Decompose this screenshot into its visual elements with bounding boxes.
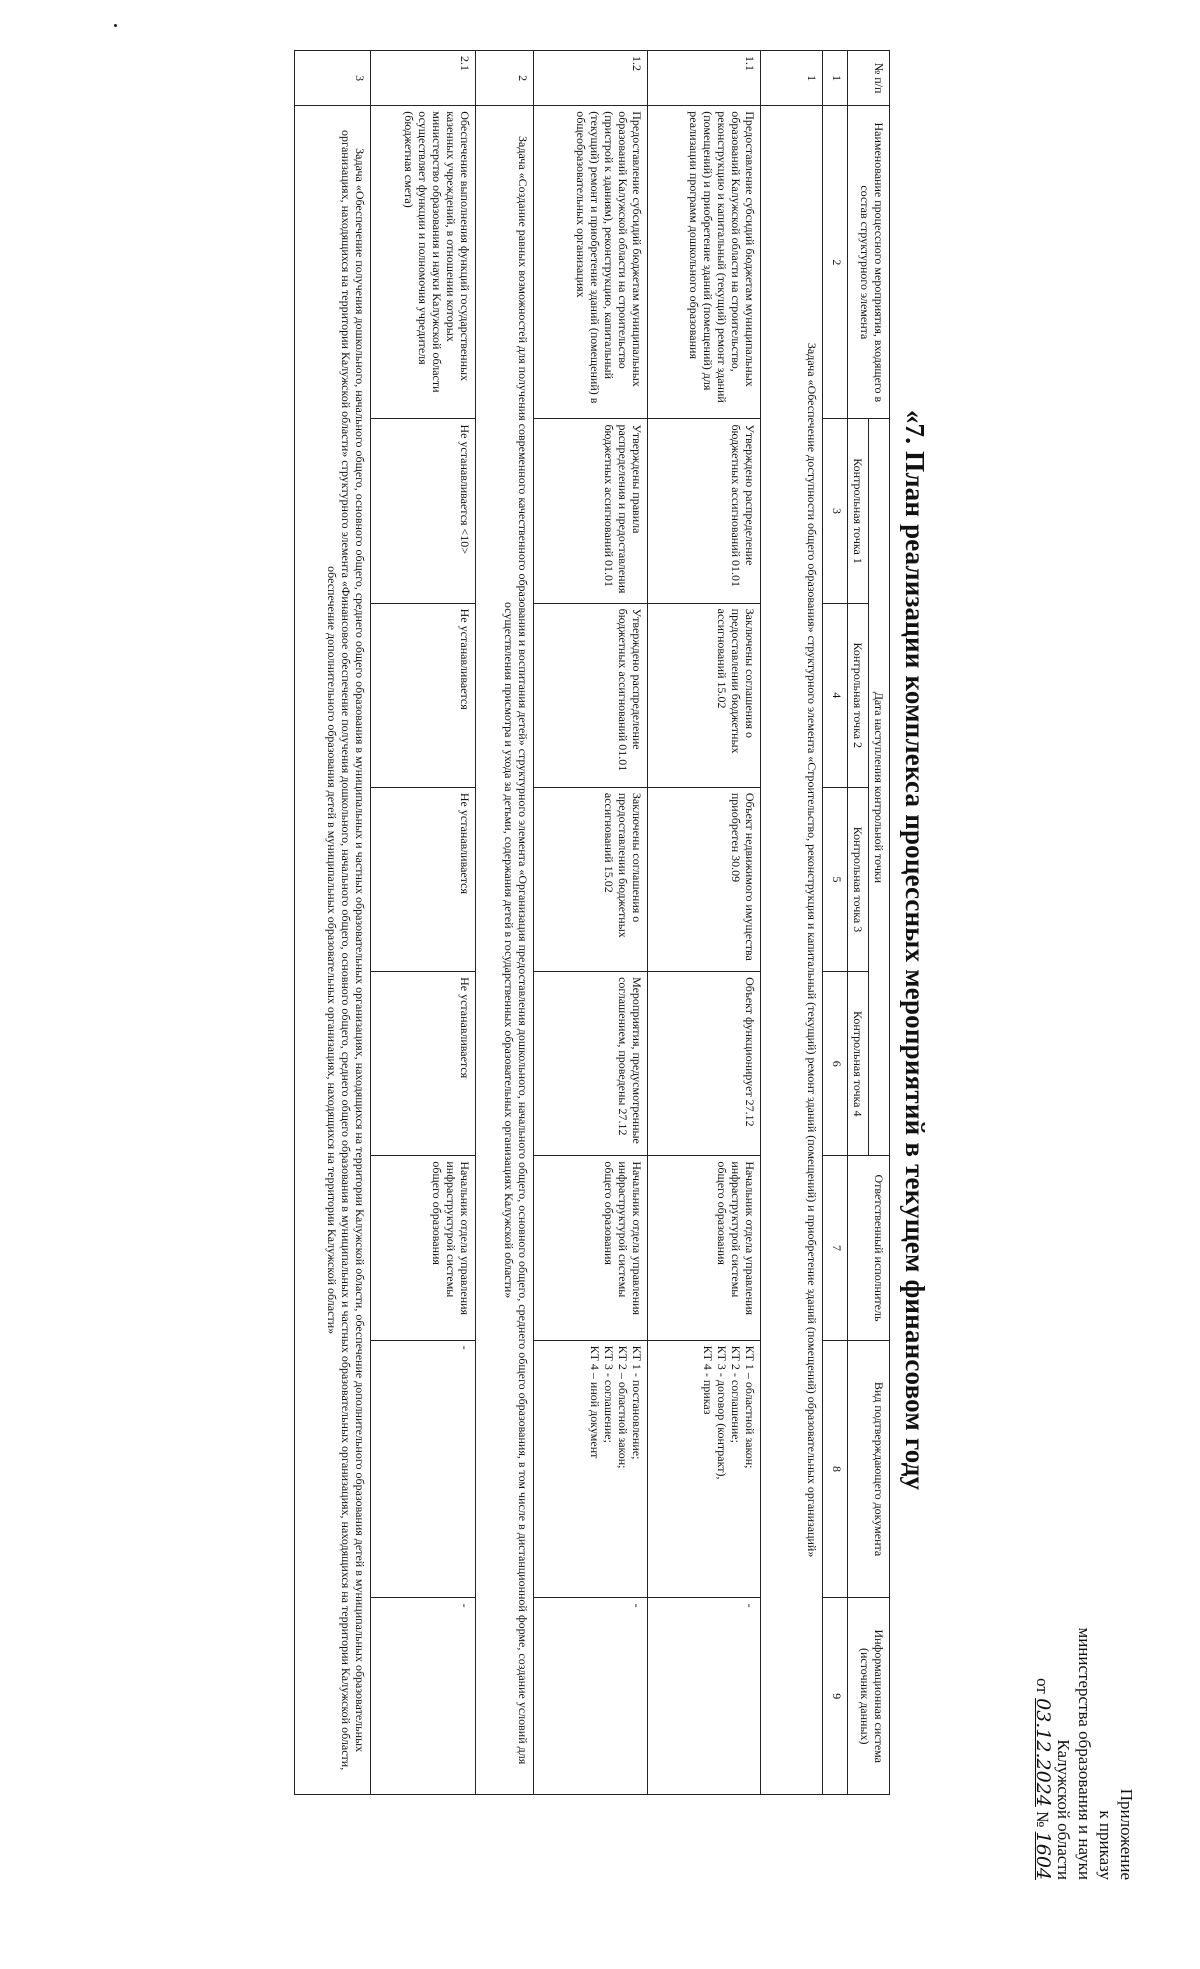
appendix-line-3: министерства образования и науки — [1075, 1627, 1094, 1880]
row-1-2-doc-4: КТ 4 – иной документ — [588, 1345, 602, 1459]
row-1-1-kt4: Объект функционирует 27.12 — [648, 972, 761, 1156]
header-kt4: Контрольная точка 4 — [848, 972, 869, 1156]
header-kt3: Контрольная точка 3 — [848, 787, 869, 971]
colnum-3: 3 — [823, 419, 848, 603]
appendix-number-label: № — [1033, 1811, 1052, 1828]
row-1-2-num: 1.2 — [534, 51, 648, 106]
header-name: Наименование процессного мероприятия, входящего в состав структурного элемента — [848, 106, 890, 419]
task-row-3 — [295, 51, 371, 1795]
row-1-2-kt3: Заключены соглашения о предоставлении бюджетных ассигнований 15.02 — [534, 787, 648, 971]
colnum-5: 5 — [823, 787, 848, 971]
task-row-1 — [761, 51, 823, 1795]
table-row-1-1 — [648, 51, 761, 1795]
row-2-1-name: Обеспечение выполнения функций государственных казенных учреждений, в отношении которых министерство образования и науки Калужской области осуществляет функции и полномочия учредителя (бюджетная смета) — [371, 106, 476, 419]
row-2-1-documents: - — [371, 1340, 476, 1598]
table-row-1-2 — [534, 51, 648, 1795]
row-1-1-kt1: Утверждено распределение бюджетных ассигнований 01.01 — [648, 419, 761, 603]
task-row-2 — [476, 51, 534, 1795]
row-1-2-name: Предоставление субсидий бюджетам муниципальных образований Калужской области на строительство (пристрой к зданиям), реконструкцию, капитальный (текущий) ремонт и приобретение зданий (помещений) в общеобразовательных организациях — [534, 106, 648, 419]
row-1-2-info: - — [534, 1598, 648, 1795]
task-3-num: 3 — [295, 51, 371, 106]
colnum-2: 2 — [823, 106, 848, 419]
row-2-1-executor: Начальник отдела управления инфраструктурой системы общего образования — [371, 1156, 476, 1340]
row-1-1-name: Предоставление субсидий бюджетам муниципальных образований Калужской области на строительство, реконструкцию и капитальный (текущий) ремонт зданий (помещений) и приобретение зданий (помещений) для реализации программ дошкольного образования — [648, 106, 761, 419]
row-1-1-executor: Начальник отдела управления инфраструктурой системы общего образования — [648, 1156, 761, 1340]
row-1-1-doc-1: КТ 1 – областной закон; — [743, 1345, 757, 1469]
task-3-text: Задача «Обеспечение получения дошкольного, начального общего, основного общего, среднего общего образования в муниципальных и частных образовательных организациях, находящихся на территории Калужской области, обеспечение дополнительного образования детей в муниципальных образовательных организациях, находящихся на территории Калужской области» структурного элемента «Финансовое обеспечение получения дошкольного, начального общего, основного общего, среднего общего образования в муниципальных и частных образовательных организациях, находящихся на территории Калужской области, обеспечение дополнительного образования детей в муниципальных образовательных организациях, находящихся на территории Калужской области» — [295, 106, 371, 1795]
table-row-2-1 — [371, 51, 476, 1795]
row-1-1-doc-3: КТ 3 - договор (контракт), — [715, 1345, 729, 1480]
row-1-2-doc-2: КТ 2 – областной закон; — [616, 1345, 630, 1469]
header-kt1: Контрольная точка 1 — [848, 419, 869, 603]
colnum-9: 9 — [823, 1598, 848, 1795]
row-1-2-documents — [534, 1340, 648, 1598]
header-document: Вид подтверждающего документа — [848, 1340, 890, 1598]
appendix-line-2: к приказу — [1096, 1810, 1115, 1880]
row-2-1-kt3: Не устанавливается — [371, 787, 476, 971]
colnum-1: 1 — [823, 51, 848, 106]
appendix-date: 03.12.2024 — [1032, 1698, 1054, 1807]
row-1-2-executor: Начальник отдела управления инфраструктурой системы общего образования — [534, 1156, 648, 1340]
speck — [114, 24, 117, 27]
rotated-sheet — [210, 10, 1135, 1895]
appendix-line-1: Приложение — [1117, 1788, 1136, 1880]
column-numbers-row — [823, 51, 848, 1795]
appendix-number: 1604 — [1032, 1831, 1054, 1880]
colnum-4: 4 — [823, 603, 848, 787]
row-1-1-info: - — [648, 1598, 761, 1795]
row-1-1-documents — [648, 1340, 761, 1598]
header-executor: Ответственный исполнитель — [848, 1156, 890, 1340]
row-1-1-doc-2: КТ 2 - соглашение; — [729, 1345, 743, 1443]
row-1-1-num: 1.1 — [648, 51, 761, 106]
row-1-2-kt2: Утверждено распределение бюджетных ассигнований 01.01 — [534, 603, 648, 787]
row-1-1-doc-4: КТ 4 - приказ — [701, 1345, 715, 1415]
row-2-1-kt2: Не устанавливается — [371, 603, 476, 787]
header-info-system: Информационная система (источник данных) — [848, 1598, 890, 1795]
appendix-date-line — [1032, 1550, 1053, 1880]
header-kt2: Контрольная точка 2 — [848, 603, 869, 787]
row-2-1-info: - — [371, 1598, 476, 1795]
row-1-2-kt4: Мероприятия, предусмотренные соглашением, проведены 27.12 — [534, 972, 648, 1156]
task-1-num: 1 — [761, 51, 823, 106]
plan-table — [294, 50, 890, 1795]
task-2-num: 2 — [476, 51, 534, 106]
appendix-block — [1032, 1550, 1137, 1880]
row-1-1-kt2: Заключены соглашения о предоставлении бюджетных ассигнований 15.02 — [648, 603, 761, 787]
row-1-2-kt1: Утверждены правила распределения и предоставления бюджетных ассигнований 01.01 — [534, 419, 648, 603]
row-2-1-kt1: Не устанавливается <10> — [371, 419, 476, 603]
colnum-6: 6 — [823, 972, 848, 1156]
appendix-from: от — [1033, 1678, 1052, 1694]
appendix-line-4: Калужской области — [1054, 1739, 1073, 1880]
row-1-2-doc-1: КТ 1 - постановление; — [630, 1345, 644, 1460]
task-1-text: Задача «Обеспечение доступности общего образования» структурного элемента «Строительство, реконструкция и капитальный (текущий) ремонт зданий (помещений) и приобретение зданий (помещений) образовательных организаций» — [761, 106, 823, 1795]
page-title: «7. План реализации комплекса процессных мероприятий в текущем финансовом году — [900, 409, 930, 1491]
task-2-text: Задача «Создание равных возможностей для получения современного качественного образования и воспитания детей» структурного элемента «Организация предоставления дошкольного, начального общего, основного общего, среднего общего образования, в том числе в дистанционной форме, создание условий для осуществления присмотра и ухода за детьми, содержания детей в государственных образовательных организациях Калужской области» — [476, 106, 534, 1795]
row-2-1-num: 2.1 — [371, 51, 476, 106]
colnum-7: 7 — [823, 1156, 848, 1340]
header-row-1 — [869, 51, 890, 1795]
row-1-2-doc-3: КТ 3 - соглашение; — [602, 1345, 616, 1443]
header-num: № п/п — [848, 51, 890, 106]
header-dates-group: Дата наступления контрольной точки — [869, 419, 890, 1156]
colnum-8: 8 — [823, 1340, 848, 1598]
row-2-1-kt4: Не устанавливается — [371, 972, 476, 1156]
row-1-1-kt3: Объект недвижимого имущества приобретен 30.09 — [648, 787, 761, 971]
